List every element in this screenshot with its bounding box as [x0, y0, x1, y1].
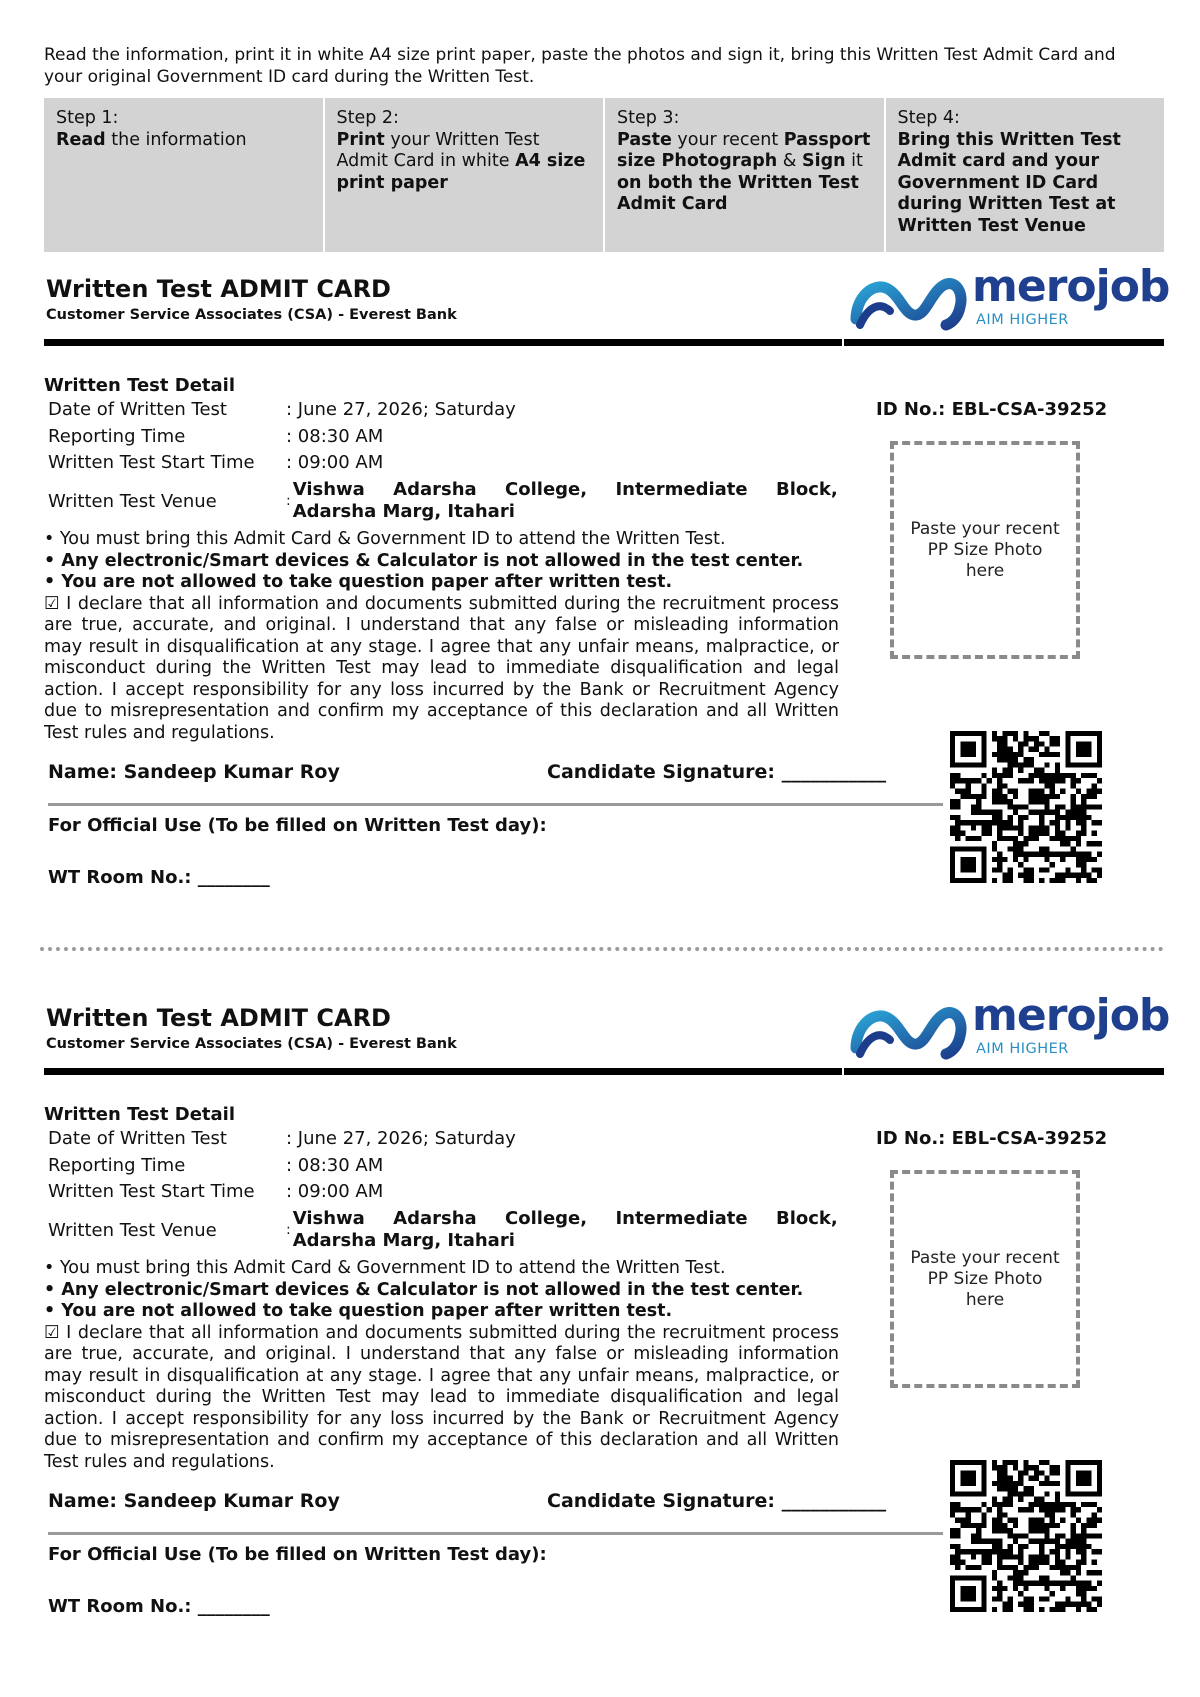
- id-number: ID No.: EBL-CSA-39252: [876, 1128, 1108, 1149]
- candidate-name: Name: Sandeep Kumar Roy: [48, 1490, 340, 1512]
- step-body: Print your Written Test Admit Card in white A4 size print paper: [336, 129, 586, 193]
- header-rule: [44, 1068, 1164, 1075]
- step-heading: Step 4:: [897, 108, 960, 128]
- rules-block: [44, 1258, 839, 1473]
- venue-value: Vishwa Adarsha College, Intermediate Block, Adarsha Marg, Itahari: [292, 479, 838, 522]
- detail-label: Written Test Start Time: [48, 1181, 255, 1202]
- rule-item: • You are not allowed to take question paper after written test.: [44, 1301, 673, 1321]
- logo-wordmark: merojob: [972, 990, 1170, 1041]
- photo-placeholder: [890, 441, 1080, 659]
- official-use-label: For Official Use (To be filled on Written Test day):: [48, 815, 547, 836]
- rule-item: • Any electronic/Smart devices & Calculator is not allowed in the test center.: [44, 1279, 804, 1300]
- separator-line: [48, 803, 943, 806]
- steps-banner: [44, 98, 1164, 252]
- room-number-line: WT Room No.: ________: [48, 867, 270, 888]
- step-body: Paste your recent Passport size Photograph & Sign it on both the Written Test Admit Card: [617, 129, 871, 214]
- logo-tagline: AIM HIGHER: [976, 1041, 1069, 1057]
- card-subtitle: Customer Service Associates (CSA) - Everest Bank: [46, 1036, 457, 1052]
- venue-value: Vishwa Adarsha College, Intermediate Block, Adarsha Marg, Itahari: [292, 1208, 838, 1251]
- step-3: [605, 98, 886, 252]
- detail-row-venue: [48, 479, 838, 523]
- header-rule: [44, 339, 1164, 346]
- id-number: ID No.: EBL-CSA-39252: [876, 399, 1108, 420]
- venue-colon: :: [286, 1222, 291, 1238]
- detail-value: : 09:00 AM: [286, 452, 384, 473]
- card-subtitle: Customer Service Associates (CSA) - Everest Bank: [46, 307, 457, 323]
- step-body: Read the information: [56, 129, 247, 150]
- rule-item: • You must bring this Admit Card & Government ID to attend the Written Test.: [44, 1258, 726, 1278]
- logo-tagline: AIM HIGHER: [976, 312, 1069, 328]
- candidate-signature-line: Candidate Signature: ___________: [547, 1490, 887, 1512]
- detail-row-start: [48, 1181, 826, 1202]
- step-1: [44, 98, 325, 252]
- declaration-text: ☑ I declare that all information and documents submitted during the recruitment process are true, accurate, and original. I understand that any false or misleading information may result in disqualification at any stage. I agree that any unfair means, malpractice, or misconduct during the Written Test may lead to immediate disqualification and legal action. I accept responsibility for any loss incurred by the Bank or Recruitment Agency due to misrepresentation and confirm my acceptance of this declaration and all Written Test rules and regulations.: [44, 1322, 839, 1472]
- merojob-logo: [848, 261, 1170, 333]
- qr-code-icon: [950, 731, 1102, 883]
- rule-item: • Any electronic/Smart devices & Calculator is not allowed in the test center.: [44, 550, 804, 571]
- logo-wordmark: merojob: [972, 261, 1170, 312]
- room-number-line: WT Room No.: ________: [48, 1596, 270, 1617]
- detail-heading: Written Test Detail: [44, 375, 236, 396]
- detail-label: Written Test Venue: [48, 490, 217, 512]
- photo-placeholder-text: Paste your recent PP Size Photo here: [910, 1247, 1060, 1310]
- step-2: [325, 98, 606, 252]
- detail-row-start: [48, 452, 826, 473]
- candidate-name: Name: Sandeep Kumar Roy: [48, 761, 340, 783]
- qr-code-icon: [950, 1460, 1102, 1612]
- detail-label: Date of Written Test: [48, 399, 227, 420]
- detail-label: Written Test Start Time: [48, 452, 255, 473]
- detail-row-venue: [48, 1208, 838, 1252]
- declaration-text: ☑ I declare that all information and documents submitted during the recruitment process are true, accurate, and original. I understand that any false or misleading information may result in disqualification at any stage. I agree that any unfair means, malpractice, or misconduct during the Written Test may lead to immediate disqualification and legal action. I accept responsibility for any loss incurred by the Bank or Recruitment Agency due to misrepresentation and confirm my acceptance of this declaration and all Written Test rules and regulations.: [44, 593, 839, 743]
- step-heading: Step 2:: [336, 108, 399, 128]
- card-title: Written Test ADMIT CARD: [46, 1004, 391, 1032]
- step-heading: Step 1:: [56, 108, 119, 128]
- detail-value: : June 27, 2026; Saturday: [286, 1128, 516, 1149]
- header-rule-gap: [842, 1068, 844, 1075]
- card-title: Written Test ADMIT CARD: [46, 275, 391, 303]
- photo-placeholder-text: Paste your recent PP Size Photo here: [910, 518, 1060, 581]
- detail-value: : 09:00 AM: [286, 1181, 384, 1202]
- header-rule-gap: [842, 339, 844, 346]
- merojob-logo-icon: [848, 996, 968, 1062]
- rules-block: [44, 529, 839, 744]
- detail-label: Reporting Time: [48, 426, 186, 447]
- instruction-text: Read the information, print it in white A4 size print paper, paste the photos and sign it, bring this Written Test Admit Card and your original Government ID card during the Written Test.: [44, 45, 1116, 87]
- detail-label: Reporting Time: [48, 1155, 186, 1176]
- venue-colon: :: [286, 493, 291, 509]
- admit-card-top: [0, 261, 1200, 955]
- candidate-signature-line: Candidate Signature: ___________: [547, 761, 887, 783]
- detail-value: : June 27, 2026; Saturday: [286, 399, 516, 420]
- detail-value: : 08:30 AM: [286, 426, 384, 447]
- photo-placeholder: [890, 1170, 1080, 1388]
- rule-item: • You must bring this Admit Card & Government ID to attend the Written Test.: [44, 529, 726, 549]
- cut-line-divider: [40, 947, 1164, 951]
- detail-row-date: [48, 399, 826, 420]
- step-heading: Step 3:: [617, 108, 680, 128]
- admit-card-bottom: [0, 990, 1200, 1684]
- detail-label: Date of Written Test: [48, 1128, 227, 1149]
- detail-value: : 08:30 AM: [286, 1155, 384, 1176]
- step-4: [886, 98, 1165, 252]
- separator-line: [48, 1532, 943, 1535]
- merojob-logo: [848, 990, 1170, 1062]
- detail-row-reporting: [48, 426, 826, 447]
- detail-row-date: [48, 1128, 826, 1149]
- step-body: Bring this Written Test Admit card and your Government ID Card during Written Test at Written Test Venue: [897, 129, 1121, 236]
- merojob-logo-icon: [848, 267, 968, 333]
- detail-row-reporting: [48, 1155, 826, 1176]
- rule-item: • You are not allowed to take question paper after written test.: [44, 572, 673, 592]
- detail-label: Written Test Venue: [48, 1219, 217, 1241]
- detail-heading: Written Test Detail: [44, 1104, 236, 1125]
- official-use-label: For Official Use (To be filled on Written Test day):: [48, 1544, 547, 1565]
